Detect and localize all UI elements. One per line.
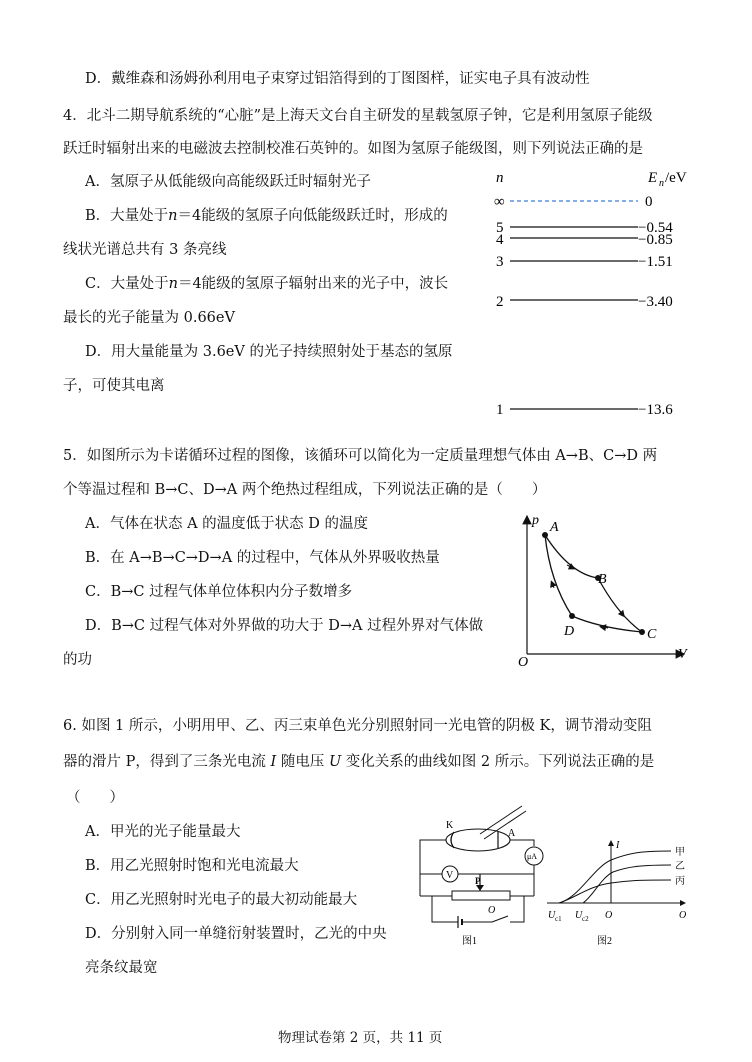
label-o: O [488, 905, 496, 916]
q6-stem-line3: （ ） [66, 790, 124, 806]
label-microammeter: μA [527, 852, 538, 861]
level-energy-5: −0.54 [638, 220, 673, 236]
page-footer: 物理试卷第 2 页，共 11 页 [278, 1030, 443, 1046]
v-axis-label: V [678, 647, 687, 662]
origin-label: O [518, 655, 529, 670]
level-label-inf: ∞ [494, 194, 505, 210]
arrow-d-a [552, 583, 554, 588]
figure2-caption: 图2 [597, 936, 612, 947]
level-label-1: 1 [496, 402, 504, 418]
point-a [542, 532, 548, 538]
point-d [569, 613, 575, 619]
label-d: D [564, 624, 575, 639]
q6-option-c: C．用乙光照射时光电子的最大初动能最大 [85, 892, 358, 908]
p-axis-label: p [532, 513, 539, 528]
i-axis-label: I [616, 840, 620, 851]
uc2-label: U [575, 910, 583, 921]
level-label-4: 4 [496, 232, 504, 248]
q4-option-c-line1: C．大量处于n＝4能级的氢原子辐射出来的光子中，波长 [85, 276, 449, 292]
uc1-label: U [548, 910, 556, 921]
q3-option-d: D．戴维森和汤姆孙利用电子束穿过铝箔得到的丁图图样，证实电子具有波动性 [85, 71, 590, 87]
level-energy-1: −13.6 [638, 402, 673, 418]
q6-stem-line1: 6. 如图 1 所示，小明用甲、乙、丙三束单色光分别照射同一光电管的阴极 K，调节滑动变阻 [63, 718, 652, 734]
q6-option-d-line2: 亮条纹最宽 [85, 960, 158, 976]
figure1-caption: 图1 [462, 936, 477, 947]
curve-bing [559, 880, 671, 903]
fig2-axis-end-label: O [679, 910, 687, 921]
energy-axis-sub: n [659, 178, 664, 189]
label-voltmeter: V [446, 870, 454, 881]
q5-option-b: B．在 A→B→C→D→A 的过程中，气体从外界吸收热量 [85, 550, 440, 566]
point-c [639, 629, 645, 635]
q4-option-b-line2: 线状光谱总共有 3 条亮线 [63, 242, 227, 258]
q6-option-d-line1: D．分别射入同一单缝衍射装置时，乙光的中央 [85, 926, 387, 942]
label-p: P [475, 876, 481, 886]
curve-yi-label: 乙 [675, 861, 685, 872]
level-energy-2: −3.40 [638, 294, 673, 310]
fig2-origin: O [605, 910, 613, 921]
q6-stem-line2: 器的滑片 P，得到了三条光电流 I 随电压 U 变化关系的曲线如图 2 所示。下列说法正确的是 [63, 754, 655, 770]
q6-option-b: B．用乙光照射时饱和光电流最大 [85, 858, 299, 874]
q4-stem-line1: 4．北斗二期导航系统的“心脏”是上海天文台自主研发的星载氢原子钟，它是利用氢原子能级 [63, 108, 653, 124]
uc1-sub: c1 [555, 915, 562, 923]
carnot-pv-diagram [510, 510, 700, 670]
level-energy-inf: 0 [645, 194, 653, 210]
phototube [446, 829, 510, 851]
energy-level-diagram [488, 164, 698, 426]
q5-stem-line2: 个等温过程和 B→C、D→A 两个绝热过程组成，下列说法正确的是（ ） [63, 482, 547, 498]
phototube-circuit-figure [412, 798, 562, 948]
arrow-b-c [619, 610, 623, 615]
label-a: A [508, 828, 516, 839]
iu-curves-figure [545, 838, 695, 948]
q5-option-d-line2: 的功 [63, 652, 92, 668]
q5-option-a: A．气体在状态 A 的温度低于状态 D 的温度 [85, 516, 369, 532]
label-k: K [446, 820, 454, 831]
n-axis-label: n [496, 170, 504, 186]
curve-yi [583, 865, 671, 903]
rheostat [452, 891, 510, 900]
curve-d-a [545, 535, 572, 616]
label-c: C [647, 627, 657, 642]
q4-option-d-line1: D．用大量能量为 3.6eV 的光子持续照射处于基态的氢原 [85, 344, 453, 360]
q4-stem-line2: 跃迁时辐射出来的电磁波去控制校准石英钟的。如图为氢原子能级图，则下列说法正确的是 [63, 141, 643, 157]
switch [492, 916, 508, 922]
q4-option-a: A．氢原子从低能级向高能级跃迁时辐射光子 [85, 174, 371, 190]
label-b: B [598, 572, 607, 587]
label-a: A [550, 520, 559, 535]
level-label-3: 3 [496, 254, 504, 270]
curve-bing-label: 丙 [675, 876, 685, 887]
q4-option-d-line2: 子，可使其电离 [63, 378, 165, 394]
q4-option-c-line2: 最长的光子能量为 0.66eV [63, 310, 235, 326]
level-label-2: 2 [496, 294, 504, 310]
energy-axis-unit: /eV [665, 170, 687, 186]
level-label-5: 5 [496, 220, 504, 236]
curve-jia-label: 甲 [675, 847, 685, 858]
q5-option-c: C．B→C 过程气体单位体积内分子数增多 [85, 584, 353, 600]
q6-option-a: A．甲光的光子能量最大 [85, 824, 241, 840]
level-energy-4: −0.85 [638, 232, 673, 248]
energy-axis-label: E [648, 170, 658, 186]
q5-stem-line1: 5．如图所示为卡诺循环过程的图像，该循环可以简化为一定质量理想气体由 A→B、C→D 两 [63, 448, 658, 464]
q4-option-b-line1: B．大量处于n＝4能级的氢原子向低能级跃迁时，形成的 [85, 208, 448, 224]
q5-option-d-line1: D．B→C 过程气体对外界做的功大于 D→A 过程外界对气体做 [85, 618, 484, 634]
curve-a-b [545, 535, 598, 578]
uc2-sub: c2 [582, 915, 589, 923]
level-energy-3: −1.51 [638, 254, 673, 270]
